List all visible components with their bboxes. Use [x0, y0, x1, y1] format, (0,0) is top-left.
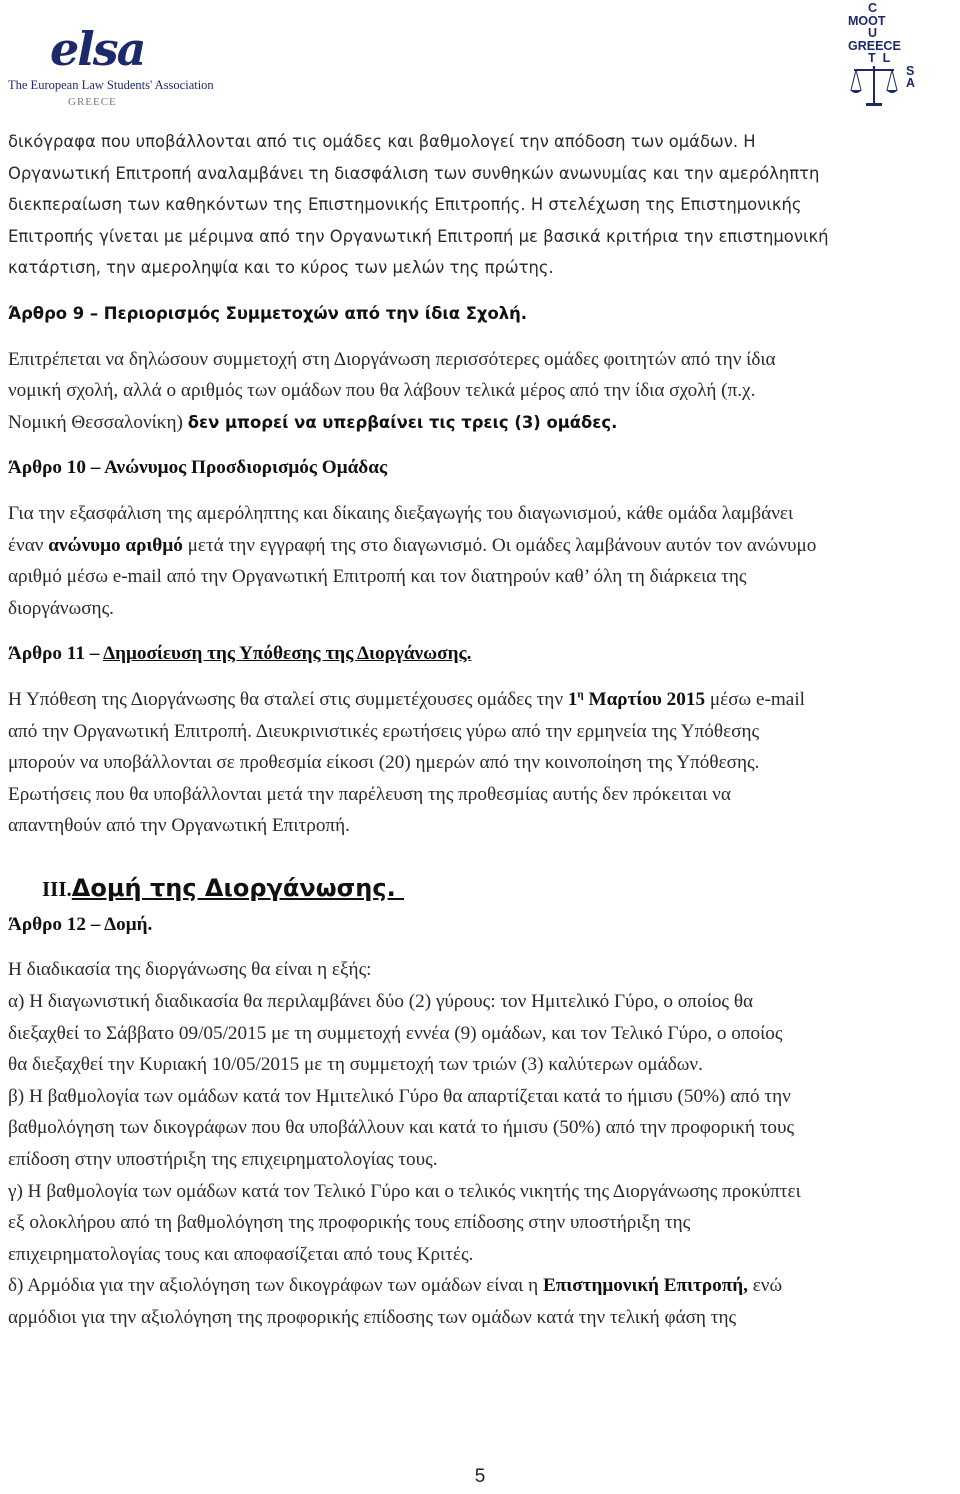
page-header	[0, 0, 960, 112]
article-10-title: Ανώνυμος Προσδιορισμός Ομάδας	[104, 457, 388, 479]
bold-text: Μαρτίου 2015	[588, 688, 706, 710]
article-9-heading	[8, 298, 954, 330]
paragraph-line: γ) Η βαθμολογία των ομάδων κατά τον Τελικό Γύρο και ο τελικός νικητής της Διοργάνωσης προκύπτει	[8, 1180, 801, 1202]
paragraph-line	[8, 407, 954, 439]
paragraph-line: Επιτροπής γίνεται με μέριμνα από την Οργανωτική Επιτροπή με βασικά κριτήρια την επιστημονική	[8, 226, 829, 246]
paragraph-line: επιχειρηματολογίας τους και αποφασίζεται από τους Κριτές.	[8, 1243, 474, 1265]
moot-line: S	[906, 63, 915, 78]
paragraph-line: δικόγραφα που υποβάλλονται από τις ομάδες και βαθμολογεί την απόδοση των ομάδων. Η	[8, 132, 756, 151]
paragraph-line: α) Η διαγωνιστική διαδικασία θα περιλαμβάνει δύο (2) γύρους: τον Ημιτελικό Γύρο, ο οποίος θα	[8, 991, 754, 1013]
bold-text: 1	[567, 688, 578, 710]
paragraph-line: επίδοση στην υποστήριξη της επιχειρηματολογίας τους.	[8, 1149, 438, 1171]
paragraph-line	[8, 684, 954, 716]
article-9-title: Άρθρο 9 – Περιορισμός Συμμετοχών από την ίδια Σχολή.	[8, 303, 528, 323]
document-body	[8, 126, 954, 1334]
paragraph-line: βαθμολόγηση των δικογράφων που θα υποβάλλουν και κατά το ήμισυ (50%) από την προφορική τους	[8, 1117, 795, 1139]
text-run: μετά την εγγραφή της στο διαγωνισμό. Οι ομάδες λαμβάνουν αυτόν τον ανώνυμο	[187, 534, 817, 556]
paragraph-line: Για την εξασφάλιση της αμερόληπτης και δίκαιης διεξαγωγής του διαγωνισμού, κάθε ομάδα λαμβάνει	[8, 502, 794, 524]
moot-line: U	[868, 26, 878, 40]
scales-of-justice-icon	[848, 60, 900, 108]
paragraph-line: Η διαδικασία της διοργάνωσης θα είναι η εξής:	[8, 959, 372, 981]
moot-line: A	[906, 76, 916, 90]
article-10-number: Άρθρο 10 –	[8, 457, 105, 479]
moot-line: GREECE	[848, 38, 901, 53]
section-heading	[42, 868, 954, 909]
article-12-heading: Άρθρο 12 – Δομή.	[8, 913, 153, 935]
paragraph-line: διοργάνωσης.	[8, 597, 114, 619]
bold-text: ανώνυμο αριθμό	[48, 534, 183, 556]
paragraph-line	[8, 1270, 954, 1302]
paragraph-line: β) Η βαθμολογία των ομάδων κατά τον Ημιτελικό Γύρο θα απαρτίζεται κατά το ήμισυ (50%) από την	[8, 1085, 791, 1107]
paragraph-line: διεξαχθεί το Σάββατο 09/05/2015 με τη συμμετοχή εννέα (9) ομάδων, και τον Τελικό Γύρο, ο οποίος	[8, 1022, 783, 1044]
paragraph-line: εξ ολοκλήρου από τη βαθμολόγηση της προφορικής τους επίδοσης στην υποστήριξη της	[8, 1212, 691, 1234]
article-11-number: Άρθρο 11 –	[8, 643, 104, 665]
moot-line: C	[868, 1, 878, 15]
section-title: Δομή της Διοργάνωσης.	[71, 873, 405, 902]
paragraph-line: από την Οργανωτική Επιτροπή. Διευκρινιστικές ερωτήσεις γύρω από την ερμηνεία της Υπόθεσης	[8, 720, 760, 742]
paragraph-line: μπορούν να υποβάλλονται σε προθεσμία είκοσι (20) ημερών από την κοινοποίηση της Υπόθεσης.	[8, 752, 760, 774]
paragraph-line: Οργανωτική Επιτροπή αναλαμβάνει τη διασφάλιση των συνθηκών ανωνυμίας και την αμερόληπτη	[8, 163, 820, 183]
elsa-logo	[8, 16, 214, 110]
moot-line: T L	[868, 51, 891, 65]
paragraph-line: θα διεξαχθεί την Κυριακή 10/05/2015 με τη συμμετοχή των τριών (3) καλύτερων ομάδων.	[8, 1054, 703, 1076]
moot-court-logo	[848, 2, 938, 110]
text-run: ενώ	[752, 1275, 783, 1297]
paragraph-line: Ερωτήσεις που θα υποβάλλονται μετά την παρέλευση της προθεσμίας αυτής δεν πρόκειται να	[8, 783, 731, 805]
text-run: δ) Αρμόδια για την αξιολόγηση των δικογράφων των ομάδων είναι η	[8, 1275, 539, 1297]
bold-text: Επιστημονική Επιτροπή,	[542, 1275, 748, 1297]
moot-line: MOOT	[848, 13, 886, 28]
article-11-heading	[8, 638, 954, 670]
paragraph-line: κατάρτιση, την αμεροληψία και το κύρος των μελών της πρώτης.	[8, 258, 554, 278]
elsa-logo-wordmark: elsa	[50, 22, 145, 76]
bold-text: δεν μπορεί να υπερβαίνει τις τρεις (3) ομάδες.	[187, 412, 618, 432]
text-run: έναν	[8, 534, 44, 556]
paragraph-line: Επιτρέπεται να δηλώσουν συμμετοχή στη Διοργάνωση περισσότερες ομάδες φοιτητών από την ίδια	[8, 348, 776, 370]
paragraph-line	[8, 530, 954, 562]
text-run: Η Υπόθεση της Διοργάνωσης θα σταλεί στις συμμετέχουσες ομάδες την	[8, 688, 564, 710]
elsa-logo-country: GREECE	[68, 96, 117, 108]
paragraph-line: αρμόδιοι για την αξιολόγηση της προφορικής επίδοσης των ομάδων κατά την τελική φάση της	[8, 1307, 737, 1328]
text-run: μέσω e-mail	[709, 688, 805, 710]
page-number: 5	[474, 1466, 486, 1487]
paragraph-line: νομική σχολή, αλλά ο αριθμός των ομάδων που θα λάβουν τελικά μέρος από την ίδια σχολή (π.χ.	[8, 380, 756, 402]
article-10-heading	[8, 452, 954, 484]
paragraph-line: αριθμό μέσω e-mail από την Οργανωτική Επιτροπή και τον διατηρούν καθ’ όλη τη διάρκεια της	[8, 566, 747, 588]
paragraph-line: διεκπεραίωση των καθηκόντων της Επιστημονικής Επιτροπής. Η στελέχωση της Επιστημονικής	[8, 195, 802, 215]
superscript: η	[577, 688, 584, 701]
text-run: Νομική Θεσσαλονίκη)	[8, 411, 183, 433]
elsa-logo-subtitle: The European Law Students' Association	[8, 78, 214, 92]
article-11-title: Δημοσίευση της Υπόθεσης της Διοργάνωσης.	[103, 643, 472, 665]
section-numeral: III.	[42, 876, 72, 901]
paragraph-line: απαντηθούν από την Οργανωτική Επιτροπή.	[8, 815, 350, 837]
